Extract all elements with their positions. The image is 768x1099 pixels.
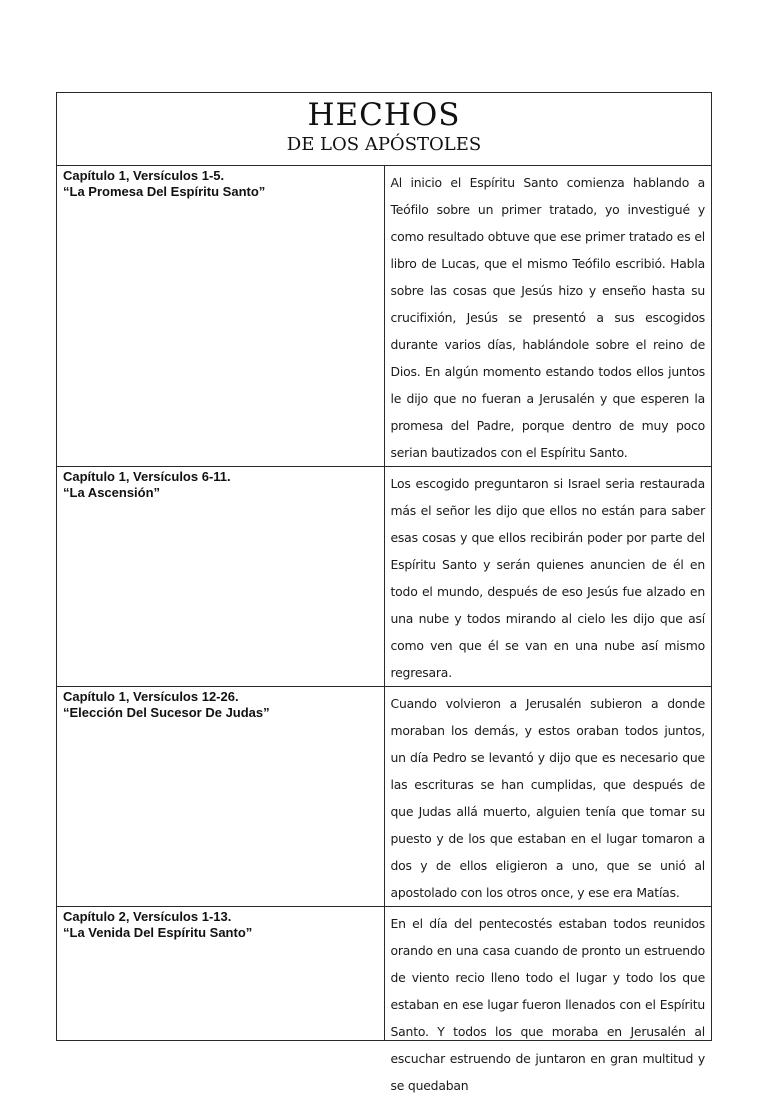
verse-reference: Capítulo 1, Versículos 12-26. [63,689,239,704]
table-row [57,907,712,1041]
document-table [56,92,712,1093]
reference-cell [57,687,385,907]
page-subtitle: DE LOS APÓSTOLES [286,134,482,155]
section-heading: “La Ascensión” [63,484,161,500]
table-row [57,687,712,907]
table-row [57,467,712,687]
reference-cell [57,467,385,687]
verse-reference: Capítulo 2, Versículos 1-13. [63,909,232,924]
table-row [57,166,712,467]
verse-reference: Capítulo 1, Versículos 6-11. [63,469,231,484]
reference-cell [57,166,385,467]
section-heading: “La Promesa Del Espíritu Santo” [63,183,266,199]
title-cell [57,93,712,166]
title-row [57,93,712,166]
section-text: Cuando volvieron a Jerusalén subieron a donde moraban los demás, y estos oraban todos juntos, un día Pedro se levantó y dijo que es necesario que las escrituras se han cumplidas, que después de que Judas allá muerto, alguien tenía que tomar su puesto y de los que estaban en el lugar tomaron a dos y de ellos eligieron a uno, que se unió al apostolado con los otros once, y ese era Matías. [384,687,712,907]
section-text: Al inicio el Espíritu Santo comienza hablando a Teófilo sobre un primer tratado, yo investigué y como resultado obtuve que ese primer tratado es el libro de Lucas, que el mismo Teófilo escribió. Habla sobre las cosas que Jesús hizo y enseño hasta su crucifixión, Jesús se presentó a sus escogidos durante varios días, hablándole sobre el reino de Dios. En algún momento estando todos ellos juntos le dijo que no fueran a Jerusalén y que esperen la promesa del Padre, porque dentro de muy poco serian bautizados con el Espíritu Santo. [384,166,712,467]
section-heading: “La Venida Del Espíritu Santo” [63,924,253,940]
reference-cell [57,907,385,1041]
page-title: HECHOS [307,97,461,133]
section-text-cell [384,907,712,1093]
section-text: Los escogido preguntaron si Israel seria restaurada más el señor les dijo que ellos no están para saber esas cosas y que ellos recibirán poder por parte del Espíritu Santo y serán quienes anuncien de él en todo el mundo, después de eso Jesús fue alzado en una nube y todos mirando al cielo les dijo que así como ven que él se van en una nube así mismo regresara. [384,467,712,687]
section-heading: “Elección Del Sucesor De Judas” [63,704,270,720]
verse-reference: Capítulo 1, Versículos 1-5. [63,168,225,183]
section-text: En el día del pentecostés estaban todos reunidos orando en una casa cuando de pronto un estruendo de viento recio lleno todo el lugar y todo los que estaban en ese lugar fueron llenados con el Espíritu Santo. Y todos los que moraba en Jerusalén al escuchar estruendo de juntaron en gran multitud y se quedaban [390,916,705,1093]
